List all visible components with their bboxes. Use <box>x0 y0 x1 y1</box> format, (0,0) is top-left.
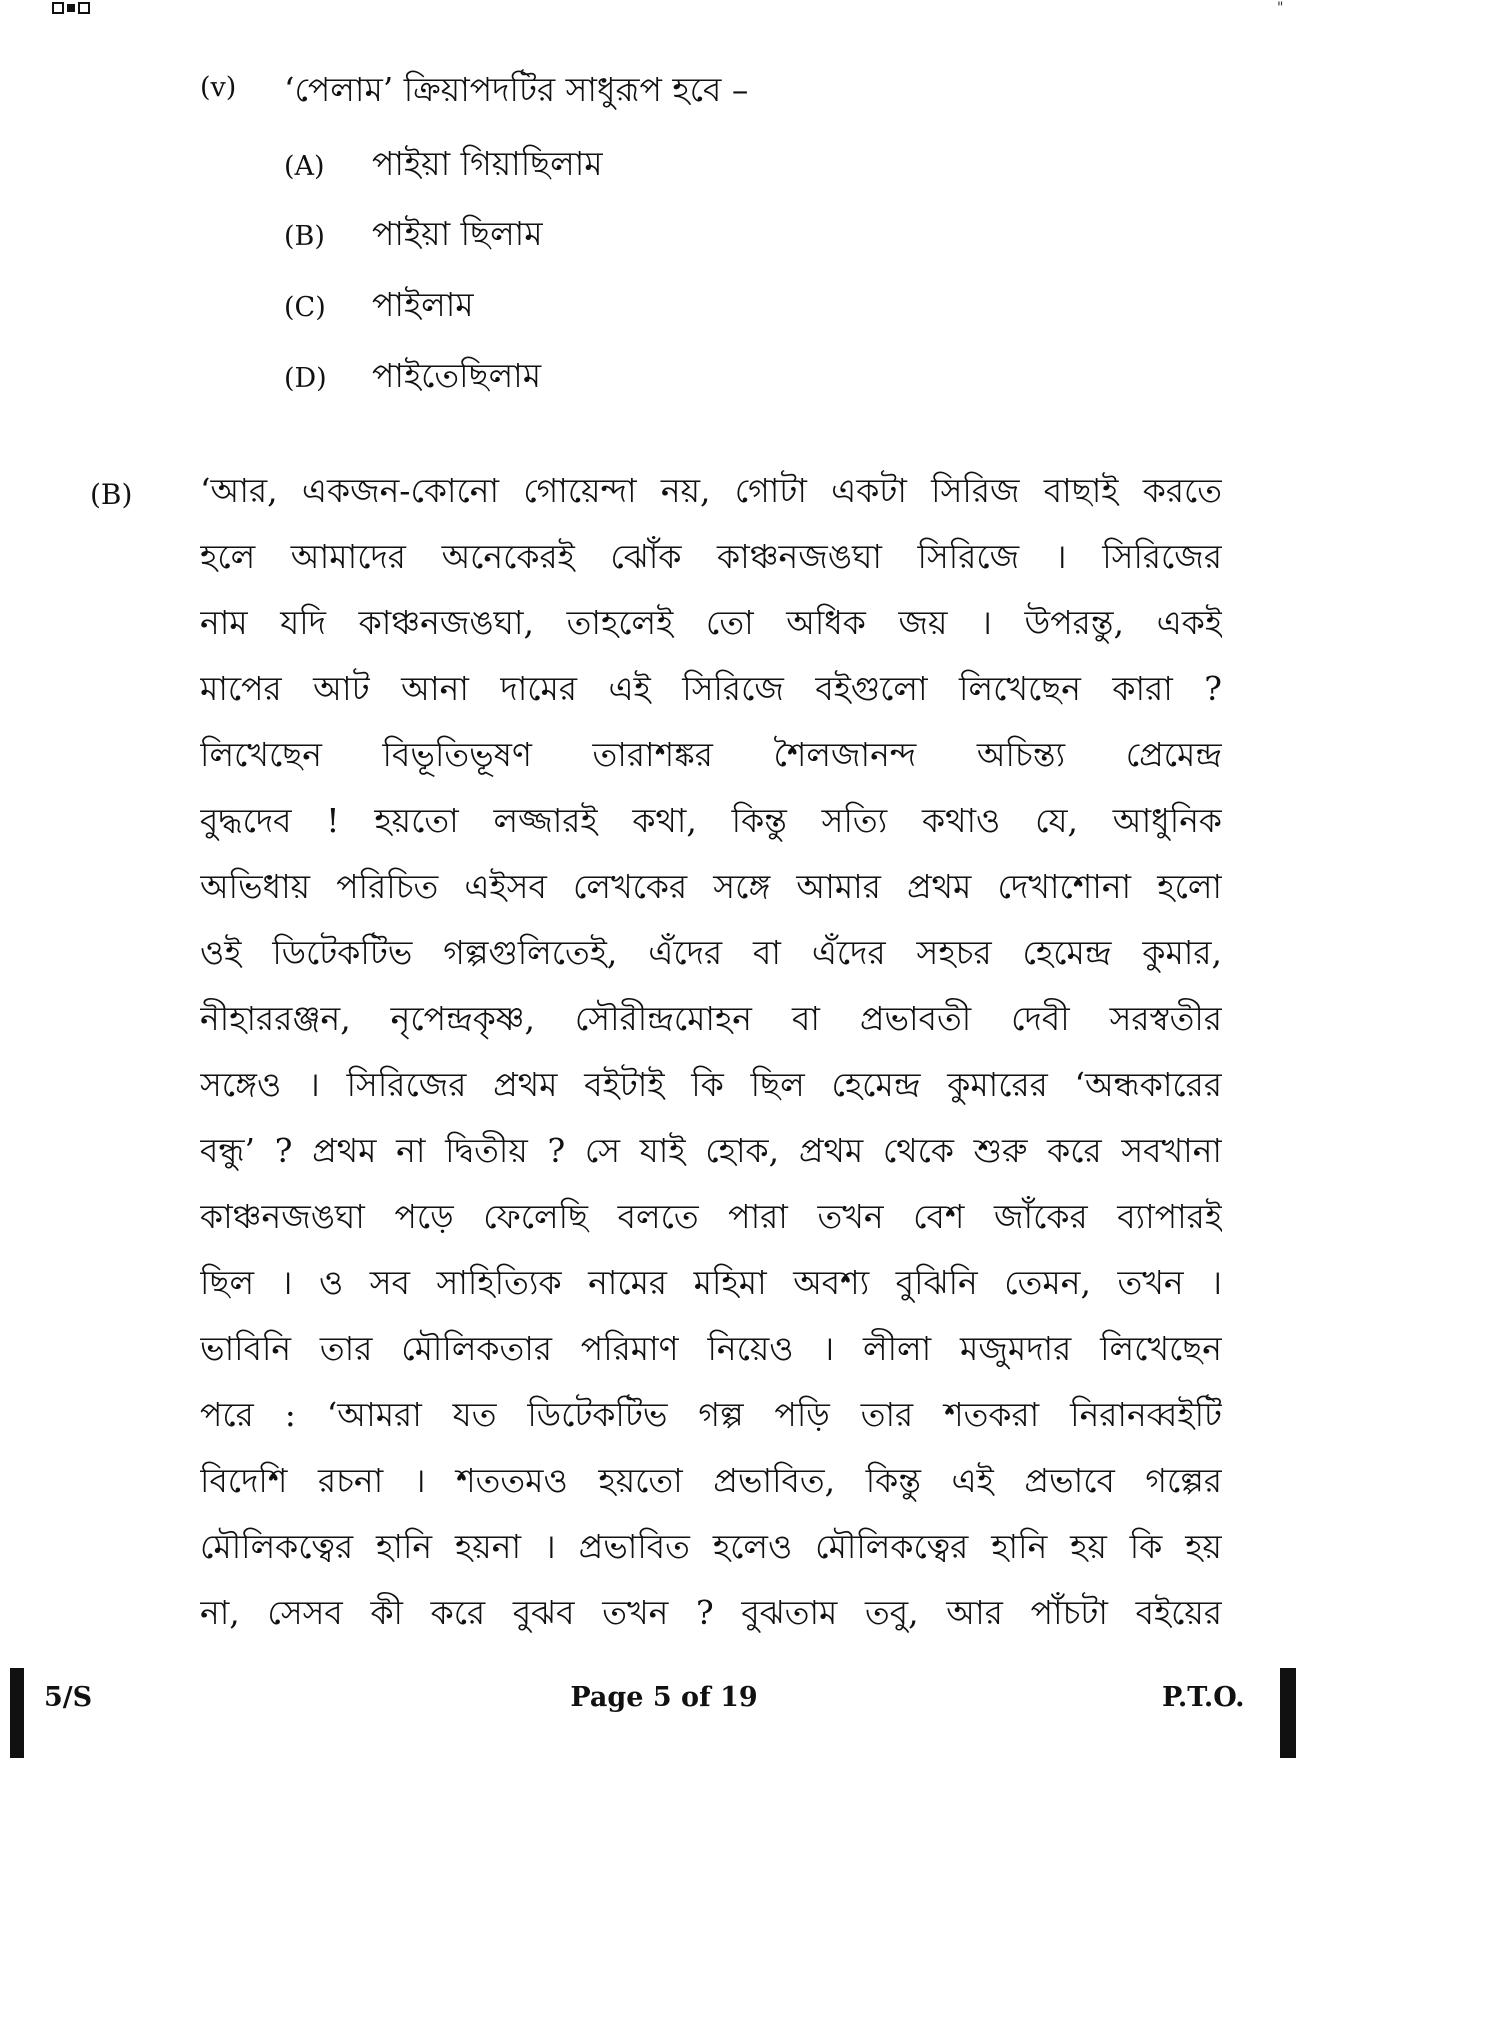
question-text: ‘পেলাম’ ক্রিয়াপদটির সাধুরূপ হবে – <box>284 70 749 109</box>
corner-mark: " <box>1277 0 1284 16</box>
option-text: পাইয়া গিয়াছিলাম <box>372 144 603 183</box>
option-d <box>284 350 541 400</box>
passage-line: অভিধায় পরিচিত এইসব লেখকের সঙ্গে আমার প্রথম দেখাশোনা হলো <box>200 867 1222 906</box>
passage-line: মৌলিকত্বের হানি হয়না । প্রভাবিত হলেও মৌলিকত্বের হানি হয় কি হয় <box>200 1527 1222 1566</box>
option-text: পাইতেছিলাম <box>372 356 542 395</box>
passage-line: মাপের আট আনা দামের এই সিরিজে বইগুলো লিখেছেন কারা ? <box>200 669 1222 708</box>
section-label: (B) <box>90 478 133 511</box>
passage-line: ওই ডিটেকটিভ গল্পগুলিতেই, এঁদের বা এঁদের সহচর হেমেন্দ্র কুমার, <box>200 933 1222 972</box>
passage-line: নীহাররঞ্জন, নৃপেন্দ্রকৃষ্ণ, সৌরীন্দ্রমোহন বা প্রভাবতী দেবী সরস্বতীর <box>200 999 1222 1038</box>
passage-line: নাম যদি কাঞ্চনজঙঘা, তাহলেই তো অধিক জয় । উপরন্তু, একই <box>200 603 1222 642</box>
passage-line: পরে : ‘আমরা যত ডিটেকটিভ গল্প পড়ি তার শতকরা নিরানব্বইটি <box>200 1395 1222 1434</box>
option-label: (B) <box>284 221 325 252</box>
option-label: (D) <box>284 363 327 394</box>
passage-line: বন্ধু’ ? প্রথম না দ্বিতীয় ? সে যাই হোক, প্রথম থেকে শুরু করে সবখানা <box>200 1131 1222 1170</box>
option-label: (A) <box>284 151 325 182</box>
question-number: (v) <box>200 72 237 103</box>
pto-label: P.T.O. <box>1162 1682 1245 1713</box>
passage <box>200 466 1222 1654</box>
passage-line: হলে আমাদের অনেকেরই ঝোঁক কাঞ্চনজঙঘা সিরিজে । সিরিজের <box>200 537 1222 576</box>
passage-line: ভাবিনি তার মৌলিকতার পরিমাণ নিয়েও । লীলা মজুমদার লিখেছেন <box>200 1329 1222 1368</box>
option-c <box>284 279 474 329</box>
option-text: পাইয়া ছিলাম <box>372 214 543 253</box>
passage-line: সঙ্গেও । সিরিজের প্রথম বইটাই কি ছিল হেমেন্দ্র কুমারের ‘অন্ধকারের <box>200 1065 1222 1104</box>
passage-line: লিখেছেন বিভূতিভূষণ তারাশঙ্কর শৈলজানন্দ অচিন্ত্য প্রেমেন্দ্র <box>200 735 1222 774</box>
option-a <box>284 138 603 188</box>
paper-code: 5/S <box>44 1682 93 1713</box>
option-text: পাইলাম <box>372 285 474 324</box>
passage-line: না, সেসব কী করে বুঝব তখন ? বুঝতাম তবু, আর পাঁচটা বইয়ের <box>200 1593 1222 1632</box>
passage-line: বুদ্ধদেব ! হয়তো লজ্জারই কথা, কিন্তু সত্যি কথাও যে, আধুনিক <box>200 801 1222 840</box>
qr-code-icon <box>52 2 106 18</box>
passage-line: ‘আর, একজন-কোনো গোয়েন্দা নয়, গোটা একটা সিরিজ বাছাই করতে <box>200 471 1222 510</box>
page-number: Page 5 of 19 <box>570 1682 758 1713</box>
passage-line: ছিল । ও সব সাহিত্যিক নামের মহিমা অবশ্য বুঝিনি তেমন, তখন । <box>200 1263 1222 1302</box>
passage-line: বিদেশি রচনা । শততমও হয়তো প্রভাবিত, কিন্তু এই প্রভাবে গল্পের <box>200 1461 1222 1500</box>
option-label: (C) <box>284 292 326 323</box>
passage-line: কাঞ্চনজঙঘা পড়ে ফেলেছি বলতে পারা তখন বেশ জাঁকের ব্যাপারই <box>200 1197 1222 1236</box>
option-b <box>284 208 543 258</box>
